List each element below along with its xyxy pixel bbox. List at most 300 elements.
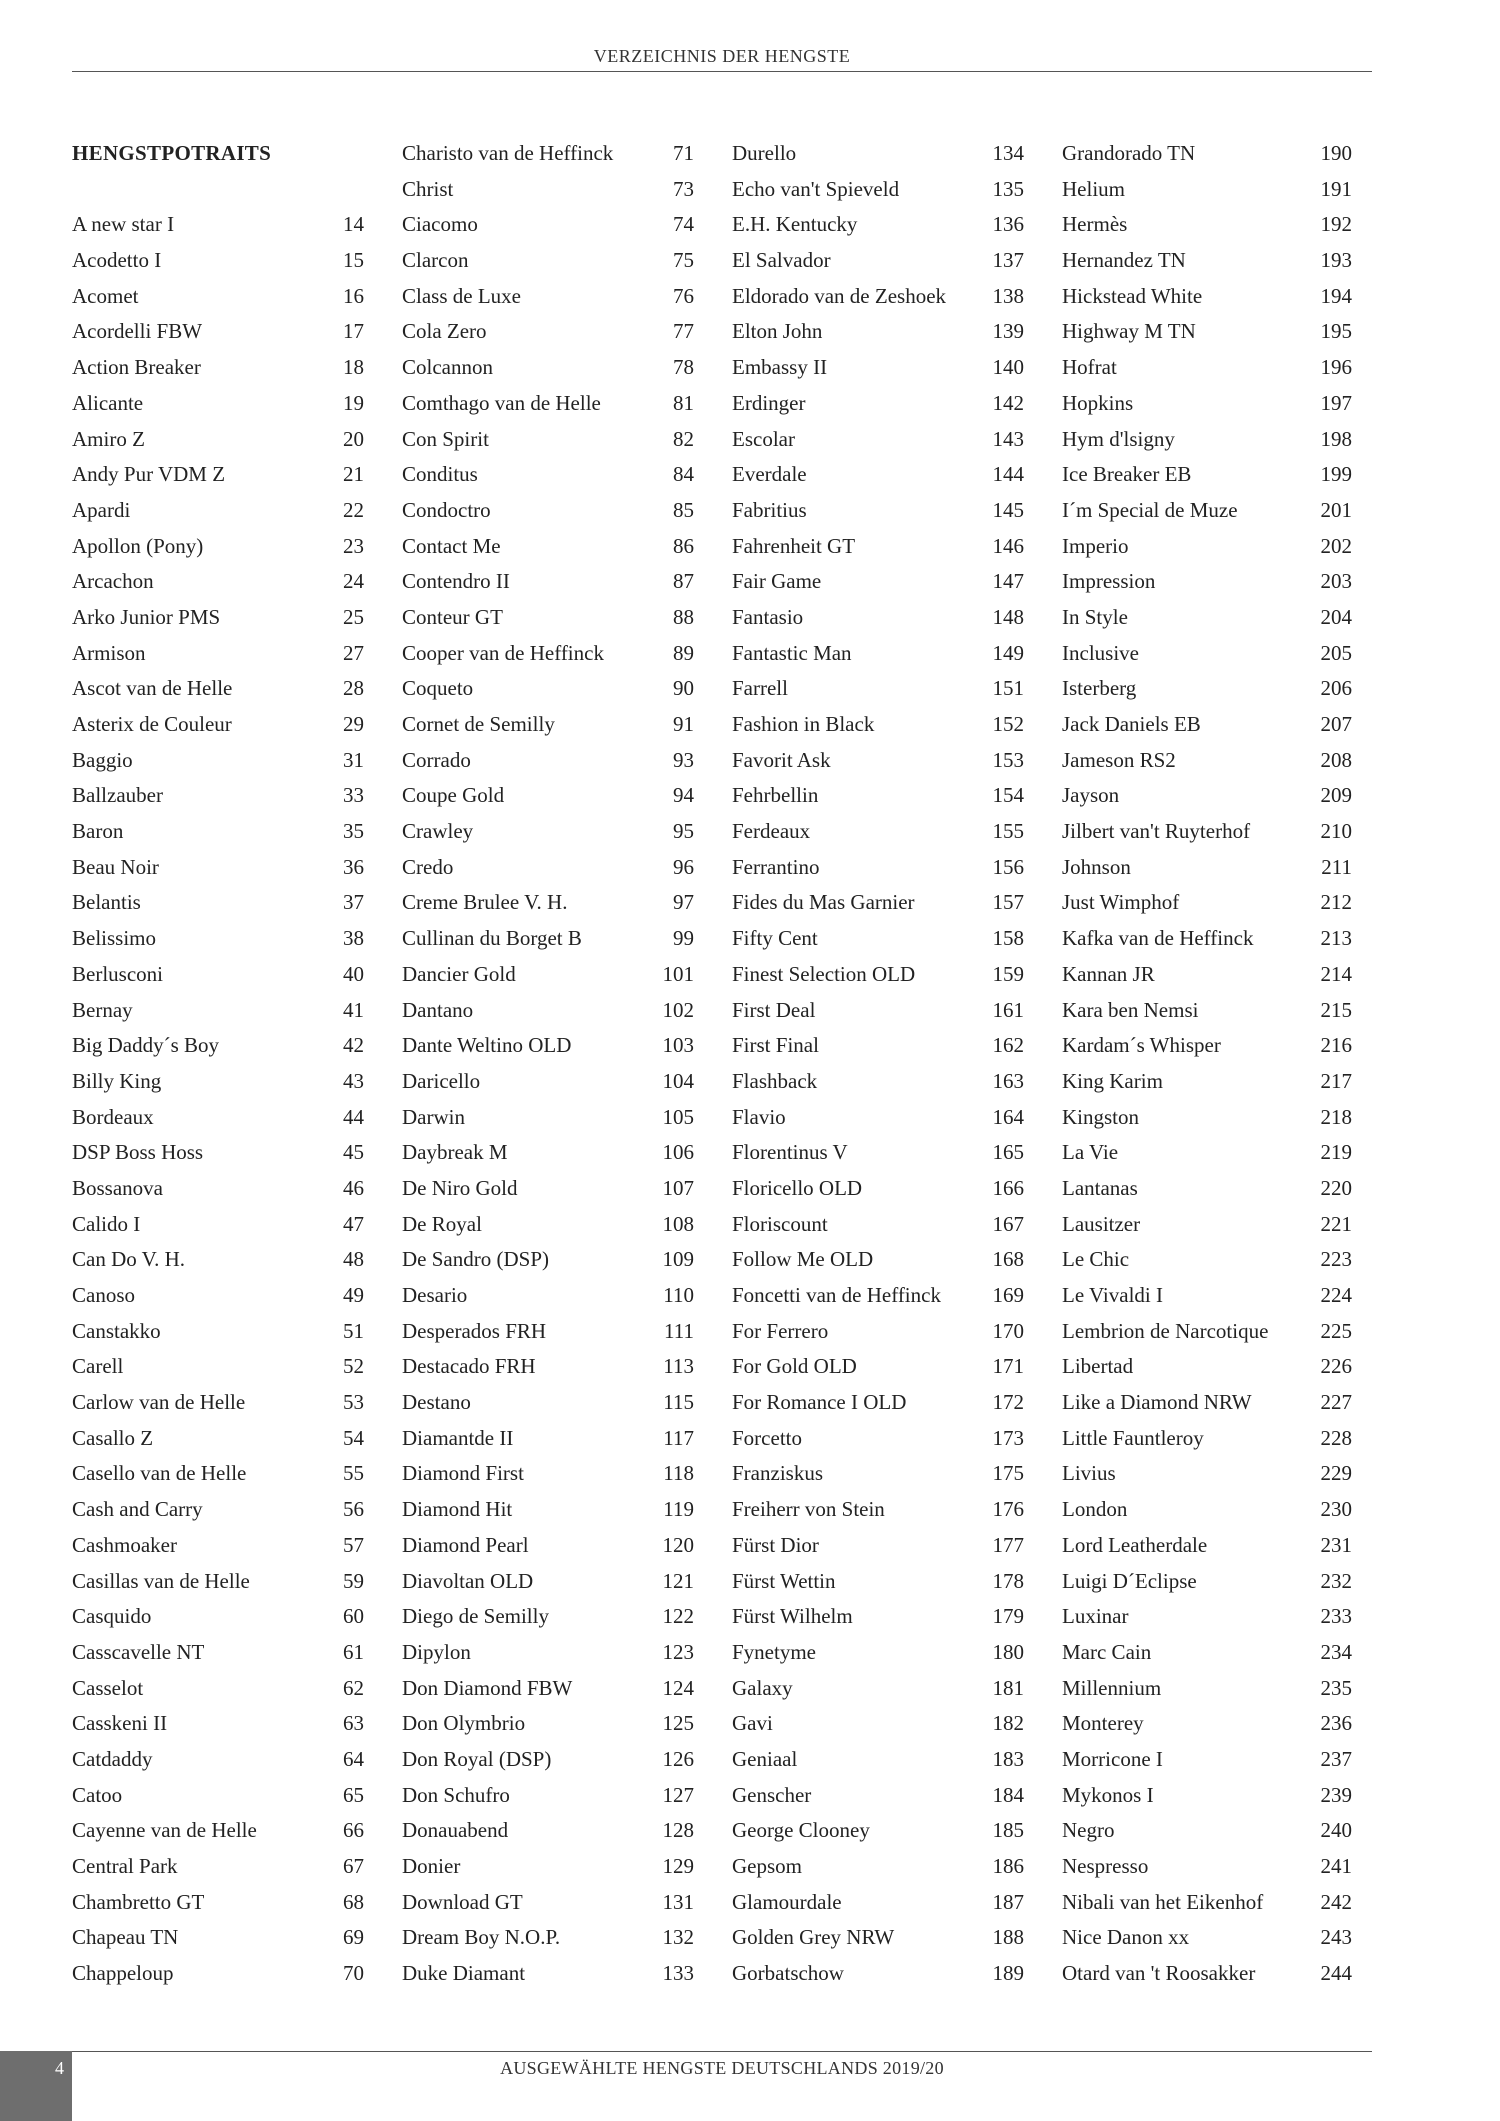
stallion-name: Le Chic bbox=[1062, 1247, 1130, 1272]
page-reference: 227 bbox=[1320, 1390, 1352, 1415]
stallion-name: First Deal bbox=[732, 997, 816, 1022]
stallion-name: Desario bbox=[402, 1283, 468, 1307]
index-entry bbox=[72, 921, 364, 957]
page-reference: 171 bbox=[992, 1354, 1024, 1379]
stallion-name: Don Schufro bbox=[402, 1782, 510, 1807]
page-reference: 115 bbox=[663, 1390, 694, 1415]
index-entry bbox=[732, 1385, 1024, 1421]
index-entry bbox=[402, 1599, 694, 1635]
page-reference: 161 bbox=[992, 997, 1024, 1022]
stallion-name: Belantis bbox=[72, 890, 141, 915]
index-entry bbox=[402, 1742, 694, 1778]
section-heading bbox=[72, 136, 364, 172]
index-entry bbox=[1062, 1349, 1352, 1385]
page-reference: 57 bbox=[343, 1532, 364, 1557]
index-entry bbox=[1062, 885, 1352, 921]
stallion-name: Fürst Wilhelm bbox=[732, 1604, 853, 1629]
page-reference: 44 bbox=[343, 1104, 364, 1129]
page-reference: 177 bbox=[992, 1532, 1024, 1557]
index-entry bbox=[402, 422, 694, 458]
stallion-name: Hernandez TN bbox=[1062, 248, 1186, 273]
page-reference: 155 bbox=[992, 819, 1024, 844]
stallion-name: Donauabend bbox=[402, 1818, 509, 1843]
stallion-name: Kingston bbox=[1062, 1104, 1140, 1129]
stallion-name: Helium bbox=[1062, 176, 1125, 201]
page-reference: 99 bbox=[673, 926, 694, 951]
page-reference: 139 bbox=[992, 319, 1024, 344]
index-entry bbox=[1062, 814, 1352, 850]
stallion-name: Flavio bbox=[732, 1104, 786, 1129]
stallion-name: Bordeaux bbox=[72, 1104, 154, 1129]
index-entry bbox=[72, 279, 364, 315]
index-entry bbox=[72, 1564, 364, 1600]
section-heading-text: HENGSTPOTRAITS bbox=[72, 141, 272, 165]
stallion-name: Corrado bbox=[402, 747, 471, 772]
index-entry bbox=[1062, 422, 1352, 458]
page-reference: 196 bbox=[1320, 355, 1352, 380]
index-entry bbox=[402, 1706, 694, 1742]
page-reference: 121 bbox=[662, 1568, 694, 1593]
page-reference: 47 bbox=[343, 1211, 364, 1236]
page-reference: 15 bbox=[343, 248, 364, 273]
page-reference: 235 bbox=[1320, 1675, 1352, 1700]
stallion-name: Andy Pur VDM Z bbox=[72, 462, 226, 487]
stallion-name: Galaxy bbox=[732, 1675, 793, 1700]
page-reference: 192 bbox=[1320, 212, 1352, 237]
index-entry bbox=[72, 778, 364, 814]
index-entry bbox=[732, 600, 1024, 636]
index-entry bbox=[732, 529, 1024, 565]
page-reference: 97 bbox=[673, 890, 694, 915]
stallion-name: Canstakko bbox=[72, 1318, 161, 1343]
page-reference: 29 bbox=[343, 712, 364, 736]
index-entry bbox=[402, 1278, 694, 1314]
index-column-3 bbox=[732, 136, 1024, 1992]
index-entry bbox=[732, 1849, 1024, 1885]
index-entry bbox=[72, 243, 364, 279]
stallion-name: Luxinar bbox=[1062, 1604, 1129, 1629]
page-reference: 184 bbox=[992, 1782, 1024, 1807]
page-reference: 207 bbox=[1320, 712, 1352, 736]
page-reference: 226 bbox=[1320, 1354, 1352, 1379]
stallion-name: Lantanas bbox=[1062, 1175, 1138, 1200]
page-reference: 230 bbox=[1320, 1497, 1352, 1522]
page-reference: 78 bbox=[673, 355, 694, 380]
index-entry bbox=[402, 885, 694, 921]
stallion-name: Gorbatschow bbox=[732, 1961, 844, 1986]
stallion-name: Kardam´s Whisper bbox=[1062, 1033, 1221, 1058]
index-entry bbox=[1062, 1528, 1352, 1564]
page-reference: 168 bbox=[992, 1247, 1024, 1272]
page-reference: 194 bbox=[1320, 283, 1352, 308]
stallion-name: Bossanova bbox=[72, 1175, 163, 1200]
stallion-name: Comthago van de Helle bbox=[402, 390, 601, 415]
page-reference: 113 bbox=[663, 1354, 694, 1379]
index-entry bbox=[1062, 207, 1352, 243]
index-entry bbox=[72, 1528, 364, 1564]
page-reference: 36 bbox=[343, 854, 364, 879]
index-entry bbox=[402, 1528, 694, 1564]
stallion-name: Arcachon bbox=[72, 569, 154, 594]
index-entry bbox=[1062, 243, 1352, 279]
index-entry bbox=[732, 921, 1024, 957]
page-reference: 159 bbox=[992, 961, 1024, 986]
stallion-name: Alicante bbox=[72, 390, 144, 415]
page-reference: 201 bbox=[1320, 497, 1352, 522]
page-reference: 163 bbox=[992, 1068, 1024, 1093]
stallion-name: Lausitzer bbox=[1062, 1211, 1141, 1236]
stallion-name: Hym d'lsigny bbox=[1062, 426, 1175, 451]
page-reference: 69 bbox=[343, 1925, 364, 1950]
stallion-name: Cash and Carry bbox=[72, 1497, 203, 1522]
index-entry bbox=[402, 1920, 694, 1956]
page-reference: 96 bbox=[673, 854, 694, 879]
stallion-name: Contact Me bbox=[402, 533, 501, 558]
index-entry bbox=[402, 1956, 694, 1992]
stallion-name: Catoo bbox=[72, 1782, 123, 1807]
stallion-name: Kafka van de Heffinck bbox=[1062, 926, 1254, 951]
stallion-name: Gavi bbox=[732, 1711, 773, 1736]
index-entry bbox=[72, 207, 364, 243]
page-reference: 237 bbox=[1320, 1746, 1352, 1771]
page-reference: 27 bbox=[343, 640, 364, 665]
index-entry bbox=[402, 993, 694, 1029]
page-reference: 183 bbox=[992, 1746, 1024, 1771]
stallion-name: Livius bbox=[1062, 1461, 1116, 1486]
stallion-name: Cooper van de Heffinck bbox=[402, 640, 604, 665]
stallion-name: Billy King bbox=[72, 1068, 162, 1093]
stallion-name: Just Wimphof bbox=[1062, 890, 1180, 915]
page-reference: 221 bbox=[1320, 1211, 1352, 1236]
stallion-name: Clarcon bbox=[402, 248, 469, 273]
index-entry bbox=[1062, 1171, 1352, 1207]
page-reference: 209 bbox=[1320, 783, 1352, 808]
stallion-name: Embassy II bbox=[732, 355, 828, 380]
stallion-name: In Style bbox=[1062, 604, 1128, 629]
index-entry bbox=[402, 1242, 694, 1278]
index-entry bbox=[732, 136, 1024, 172]
stallion-name: Eldorado van de Zeshoek bbox=[732, 283, 947, 308]
index-entry bbox=[72, 600, 364, 636]
stallion-name: Lembrion de Narcotique bbox=[1062, 1318, 1269, 1343]
stallion-name: Jilbert van't Ruyterhof bbox=[1062, 819, 1251, 844]
index-entry bbox=[732, 386, 1024, 422]
page-reference: 191 bbox=[1320, 176, 1352, 201]
page-reference: 63 bbox=[343, 1711, 364, 1736]
stallion-name: Little Fauntleroy bbox=[1062, 1425, 1204, 1450]
index-entry bbox=[732, 1064, 1024, 1100]
page-reference bbox=[320, 136, 364, 172]
index-entry bbox=[1062, 1492, 1352, 1528]
index-entry bbox=[1062, 743, 1352, 779]
stallion-name: Negro bbox=[1062, 1818, 1115, 1843]
page-reference: 135 bbox=[992, 176, 1024, 201]
page-reference: 189 bbox=[992, 1961, 1024, 1986]
index-entry bbox=[1062, 636, 1352, 672]
page-reference: 31 bbox=[343, 747, 364, 772]
stallion-name: Fantasio bbox=[732, 604, 804, 629]
index-entry bbox=[402, 707, 694, 743]
page-reference: 242 bbox=[1320, 1889, 1352, 1914]
index-entry bbox=[732, 1278, 1024, 1314]
stallion-name: Millennium bbox=[1062, 1675, 1162, 1700]
stallion-name: Dantano bbox=[402, 997, 474, 1022]
index-entry bbox=[732, 743, 1024, 779]
page-reference: 54 bbox=[343, 1425, 364, 1450]
page-reference: 75 bbox=[673, 248, 694, 273]
index-entry bbox=[1062, 1278, 1352, 1314]
page-reference: 193 bbox=[1320, 248, 1352, 273]
stallion-name: Destano bbox=[402, 1390, 471, 1415]
stallion-name: De Niro Gold bbox=[402, 1175, 518, 1200]
stallion-name: Fahrenheit GT bbox=[732, 533, 856, 558]
index-entry bbox=[402, 493, 694, 529]
header-divider bbox=[72, 71, 1372, 72]
page-reference: 153 bbox=[992, 747, 1024, 772]
index-column-4 bbox=[1062, 136, 1352, 1992]
page-reference: 142 bbox=[992, 390, 1024, 415]
page-reference: 61 bbox=[343, 1639, 364, 1664]
index-entry bbox=[402, 1135, 694, 1171]
index-entry bbox=[72, 1492, 364, 1528]
stallion-name: Canoso bbox=[72, 1283, 135, 1307]
index-entry bbox=[732, 957, 1024, 993]
stallion-name: Le Vivaldi I bbox=[1062, 1283, 1163, 1307]
page-reference: 240 bbox=[1320, 1818, 1352, 1843]
index-entry bbox=[732, 671, 1024, 707]
stallion-name: Grandorado TN bbox=[1062, 141, 1196, 165]
stallion-name: First Final bbox=[732, 1033, 819, 1058]
index-entry bbox=[732, 422, 1024, 458]
index-entry bbox=[402, 1421, 694, 1457]
page-reference: 87 bbox=[673, 569, 694, 594]
stallion-name: Forcetto bbox=[732, 1425, 802, 1450]
stallion-name: Everdale bbox=[732, 462, 807, 487]
stallion-name: Credo bbox=[402, 854, 454, 879]
stallion-name: Don Royal (DSP) bbox=[402, 1746, 552, 1771]
stallion-name: DSP Boss Hoss bbox=[72, 1140, 204, 1165]
page-reference: 86 bbox=[673, 533, 694, 558]
index-entry bbox=[1062, 1135, 1352, 1171]
page-reference: 59 bbox=[343, 1568, 364, 1593]
page-reference: 105 bbox=[662, 1104, 694, 1129]
page-reference: 48 bbox=[343, 1247, 364, 1272]
index-entry bbox=[1062, 1885, 1352, 1921]
index-entry bbox=[402, 243, 694, 279]
stallion-name: Dream Boy N.O.P. bbox=[402, 1925, 561, 1950]
page-reference: 147 bbox=[992, 569, 1024, 594]
stallion-name: Hermès bbox=[1062, 212, 1128, 237]
index-entry bbox=[402, 1064, 694, 1100]
stallion-name: For Ferrero bbox=[732, 1318, 829, 1343]
index-entry bbox=[732, 1635, 1024, 1671]
page-reference: 225 bbox=[1320, 1318, 1352, 1343]
index-entry bbox=[402, 1385, 694, 1421]
stallion-name: Jayson bbox=[1062, 783, 1120, 808]
page-reference: 24 bbox=[343, 569, 364, 594]
index-entry bbox=[732, 493, 1024, 529]
stallion-name: London bbox=[1062, 1497, 1128, 1522]
stallion-name: Class de Luxe bbox=[402, 283, 521, 308]
stallion-name: Duke Diamant bbox=[402, 1961, 526, 1986]
stallion-name: Chappeloup bbox=[72, 1961, 174, 1986]
page-reference: 138 bbox=[992, 283, 1024, 308]
stallion-name: King Karim bbox=[1062, 1068, 1163, 1093]
page-reference: 233 bbox=[1320, 1604, 1352, 1629]
stallion-name: Chambretto GT bbox=[72, 1889, 205, 1914]
index-entry bbox=[732, 1349, 1024, 1385]
page-reference: 20 bbox=[343, 426, 364, 451]
page-reference: 19 bbox=[343, 390, 364, 415]
page-reference: 65 bbox=[343, 1782, 364, 1807]
stallion-name: Kara ben Nemsi bbox=[1062, 997, 1199, 1022]
page-reference: 224 bbox=[1320, 1283, 1352, 1307]
stallion-name: Johnson bbox=[1062, 854, 1131, 879]
index-entry bbox=[72, 564, 364, 600]
stallion-name: Echo van't Spieveld bbox=[732, 176, 900, 201]
page-header-title: VERZEICHNIS DER HENGSTE bbox=[593, 46, 851, 66]
stallion-name: Fantastic Man bbox=[732, 640, 852, 665]
page-reference: 46 bbox=[343, 1175, 364, 1200]
page-reference: 45 bbox=[343, 1140, 364, 1165]
index-entry bbox=[1062, 1100, 1352, 1136]
stallion-name: Ciacomo bbox=[402, 212, 478, 237]
stallion-name: Can Do V. H. bbox=[72, 1247, 185, 1272]
page-reference: 77 bbox=[673, 319, 694, 344]
index-entry bbox=[1062, 1849, 1352, 1885]
index-entry bbox=[732, 850, 1024, 886]
stallion-name: Cola Zero bbox=[402, 319, 487, 344]
index-entry bbox=[1062, 1920, 1352, 1956]
index-entry bbox=[402, 1671, 694, 1707]
page-reference: 176 bbox=[992, 1497, 1024, 1522]
index-entry bbox=[72, 1778, 364, 1814]
stallion-name: Ice Breaker EB bbox=[1062, 462, 1192, 487]
page-reference: 109 bbox=[662, 1247, 694, 1272]
index-column-2 bbox=[402, 136, 694, 1992]
stallion-name: Beau Noir bbox=[72, 854, 159, 879]
index-entry bbox=[1062, 671, 1352, 707]
page-reference: 216 bbox=[1320, 1033, 1352, 1058]
page-reference: 64 bbox=[343, 1746, 364, 1771]
index-entry bbox=[1062, 136, 1352, 172]
index-entry bbox=[1062, 1385, 1352, 1421]
page-reference: 43 bbox=[343, 1068, 364, 1093]
stallion-name: Favorit Ask bbox=[732, 747, 831, 772]
page-reference: 167 bbox=[992, 1211, 1024, 1236]
index-entry bbox=[1062, 529, 1352, 565]
stallion-name: Luigi D´Eclipse bbox=[1062, 1568, 1197, 1593]
index-entry bbox=[1062, 1242, 1352, 1278]
page-number: 4 bbox=[55, 2058, 64, 2078]
stallion-name: Action Breaker bbox=[72, 355, 201, 380]
page-reference: 187 bbox=[992, 1889, 1024, 1914]
index-entry bbox=[1062, 314, 1352, 350]
page-reference: 125 bbox=[662, 1711, 694, 1736]
index-entry bbox=[72, 1849, 364, 1885]
index-entry bbox=[1062, 1207, 1352, 1243]
stallion-name: Crawley bbox=[402, 819, 474, 844]
stallion-name: Fehrbellin bbox=[732, 783, 819, 808]
page-reference: 170 bbox=[992, 1318, 1024, 1343]
stallion-name: Carlow van de Helle bbox=[72, 1390, 246, 1415]
stallion-name: Like a Diamond NRW bbox=[1062, 1390, 1252, 1415]
stallion-name: Casillas van de Helle bbox=[72, 1568, 250, 1593]
stallion-name: Berlusconi bbox=[72, 961, 163, 986]
page-reference: 94 bbox=[673, 783, 694, 808]
index-entry bbox=[402, 850, 694, 886]
index-entry bbox=[402, 457, 694, 493]
index-entry bbox=[402, 172, 694, 208]
stallion-index bbox=[72, 136, 1372, 1992]
stallion-name: Charisto van de Heffinck bbox=[402, 141, 614, 165]
stallion-name: Imperio bbox=[1062, 533, 1129, 558]
index-entry bbox=[402, 671, 694, 707]
page-reference: 204 bbox=[1320, 604, 1352, 629]
page-reference: 231 bbox=[1320, 1532, 1352, 1557]
page-reference: 218 bbox=[1320, 1104, 1352, 1129]
page-reference: 172 bbox=[992, 1390, 1024, 1415]
stallion-name: Fashion in Black bbox=[732, 712, 875, 736]
index-entry bbox=[72, 1813, 364, 1849]
page-reference: 223 bbox=[1320, 1247, 1352, 1272]
index-entry bbox=[72, 529, 364, 565]
page-reference: 68 bbox=[343, 1889, 364, 1914]
stallion-name: Don Olymbrio bbox=[402, 1711, 526, 1736]
page-reference: 232 bbox=[1320, 1568, 1352, 1593]
stallion-name: Catdaddy bbox=[72, 1746, 153, 1771]
page-reference: 40 bbox=[343, 961, 364, 986]
index-entry bbox=[732, 1242, 1024, 1278]
stallion-name: Lord Leatherdale bbox=[1062, 1532, 1208, 1557]
page-reference: 21 bbox=[343, 462, 364, 487]
page-reference: 111 bbox=[664, 1318, 694, 1343]
index-entry bbox=[72, 1671, 364, 1707]
stallion-name: Big Daddy´s Boy bbox=[72, 1033, 219, 1058]
index-entry bbox=[732, 1207, 1024, 1243]
page-reference: 146 bbox=[992, 533, 1024, 558]
index-entry bbox=[732, 279, 1024, 315]
page-reference: 25 bbox=[343, 604, 364, 629]
page-reference: 195 bbox=[1320, 319, 1352, 344]
page-reference: 166 bbox=[992, 1175, 1024, 1200]
index-entry bbox=[402, 1885, 694, 1921]
index-entry bbox=[732, 1421, 1024, 1457]
index-entry bbox=[72, 386, 364, 422]
stallion-name: Donier bbox=[402, 1854, 461, 1878]
stallion-name: Morricone I bbox=[1062, 1746, 1163, 1771]
stallion-name: Gepsom bbox=[732, 1854, 802, 1878]
stallion-name: Calido I bbox=[72, 1211, 141, 1236]
stallion-name: Foncetti van de Heffinck bbox=[732, 1283, 941, 1307]
stallion-name: Casselot bbox=[72, 1675, 144, 1700]
stallion-name: Apardi bbox=[72, 497, 131, 522]
stallion-name: Erdinger bbox=[732, 390, 806, 415]
index-entry bbox=[72, 957, 364, 993]
page-reference: 110 bbox=[663, 1283, 694, 1307]
index-entry bbox=[1062, 1456, 1352, 1492]
stallion-name: Diego de Semilly bbox=[402, 1604, 549, 1629]
page-reference: 228 bbox=[1320, 1425, 1352, 1450]
stallion-name: George Clooney bbox=[732, 1818, 870, 1843]
index-entry bbox=[72, 1314, 364, 1350]
page-reference: 108 bbox=[662, 1211, 694, 1236]
index-entry bbox=[732, 1742, 1024, 1778]
page-reference: 217 bbox=[1320, 1068, 1352, 1093]
index-entry bbox=[402, 386, 694, 422]
index-entry bbox=[72, 671, 364, 707]
page-reference: 151 bbox=[992, 676, 1024, 701]
